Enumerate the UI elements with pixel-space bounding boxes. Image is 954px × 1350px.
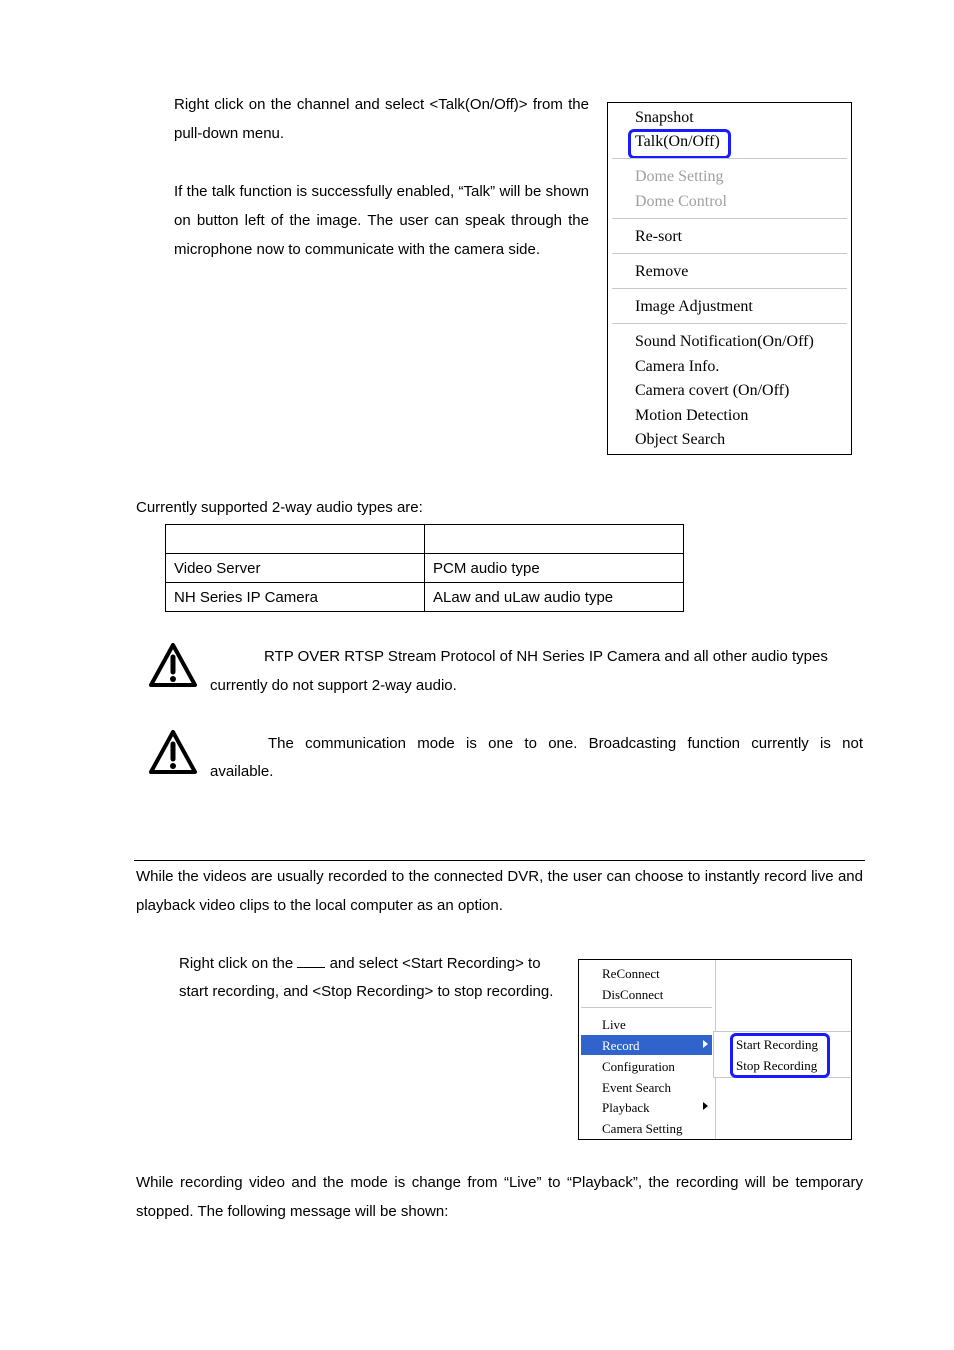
menu-item-stop-recording[interactable]: Stop Recording [736,1058,818,1073]
menu-item-camera-setting[interactable]: Camera Setting [602,1121,683,1136]
menu-item-disconnect[interactable]: DisConnect [602,987,664,1002]
menu-item-image-adjustment[interactable]: Image Adjustment [635,298,753,315]
table-cell: NH Series IP Camera [166,583,425,612]
menu-separator [581,1007,712,1008]
menu-item-configuration[interactable]: Configuration [602,1059,675,1074]
menu-item-motion-detection[interactable]: Motion Detection [635,407,749,424]
caution-icon [148,729,198,775]
menu-item-reconnect[interactable]: ReConnect [602,966,660,981]
menu-item-record[interactable]: Record [602,1038,640,1053]
menu-item-remove[interactable]: Remove [635,263,689,280]
menu-selection-highlight [581,1035,712,1055]
recording-step-line-1 [179,954,560,972]
menu-item-sound-notification[interactable]: Sound Notification(On/Off) [635,333,814,350]
table-header-cell [166,525,425,554]
menu-item-live[interactable]: Live [602,1017,626,1032]
table-row [166,583,684,612]
menu-item-camera-covert[interactable]: Camera covert (On/Off) [635,382,790,399]
menu-item-playback[interactable]: Playback [602,1100,650,1115]
menu-item-start-recording[interactable]: Start Recording [736,1037,818,1052]
note-2-line-1: The communication mode is one to one. Broadcasting function currently is not [268,735,863,752]
recording-step-text-a: Right click on the [179,955,294,972]
recording-step-text-b: and select <Start Recording> to [329,955,541,972]
menu-separator [612,288,847,289]
table-row [166,525,684,554]
menu-item-event-search[interactable]: Event Search [602,1080,671,1095]
talk-step-1: Right click on the channel and select <Talk(On/Off)> from the pull-down menu. [174,96,589,142]
submenu-arrow-icon [703,1040,708,1048]
menu-item-snapshot[interactable]: Snapshot [635,109,694,126]
record-context-menu [578,959,852,1140]
table-header-cell [425,525,684,554]
note-1-line-1: RTP OVER RTSP Stream Protocol of NH Series IP Camera and all other audio types [264,648,828,665]
table-cell: PCM audio type [425,554,684,583]
menu-item-camera-info[interactable]: Camera Info. [635,358,720,375]
table-row [166,554,684,583]
menu-item-talk[interactable]: Talk(On/Off) [635,133,720,150]
menu-separator [612,218,847,219]
caution-icon [148,642,198,688]
recording-intro: While the videos are usually recorded to the connected DVR, the user can choose to instantly record live and playback video clips to the local computer as an option. [136,868,863,914]
talk-step-2: If the talk function is successfully enabled, “Talk” will be shown on button left of the image. The user can speak through the microphone now to communicate with the camera side. [174,183,589,258]
recording-footer: While recording video and the mode is change from “Live” to “Playback”, the recording will be temporary stopped. The following message will be shown: [136,1174,863,1220]
channel-context-menu [607,102,852,455]
menu-item-dome-setting: Dome Setting [635,168,724,185]
record-submenu [713,1031,851,1078]
section-divider [134,860,865,861]
table-cell: Video Server [166,554,425,583]
note-2-line-2: available. [210,763,274,780]
recording-step-rest: start recording, and <Stop Recording> to stop recording. [179,983,554,1000]
table-cell: ALaw and uLaw audio type [425,583,684,612]
note-1-line-2: currently do not support 2-way audio. [210,677,457,694]
audio-types-table [165,524,684,612]
blank-underline [297,954,325,968]
audio-types-intro: Currently supported 2-way audio types are: [136,499,423,516]
menu-separator [612,253,847,254]
menu-item-dome-control: Dome Control [635,193,727,210]
menu-item-re-sort[interactable]: Re-sort [635,228,683,245]
menu-separator [612,323,847,324]
menu-separator [612,158,847,159]
submenu-arrow-icon [703,1102,708,1110]
menu-item-object-search[interactable]: Object Search [635,431,726,448]
